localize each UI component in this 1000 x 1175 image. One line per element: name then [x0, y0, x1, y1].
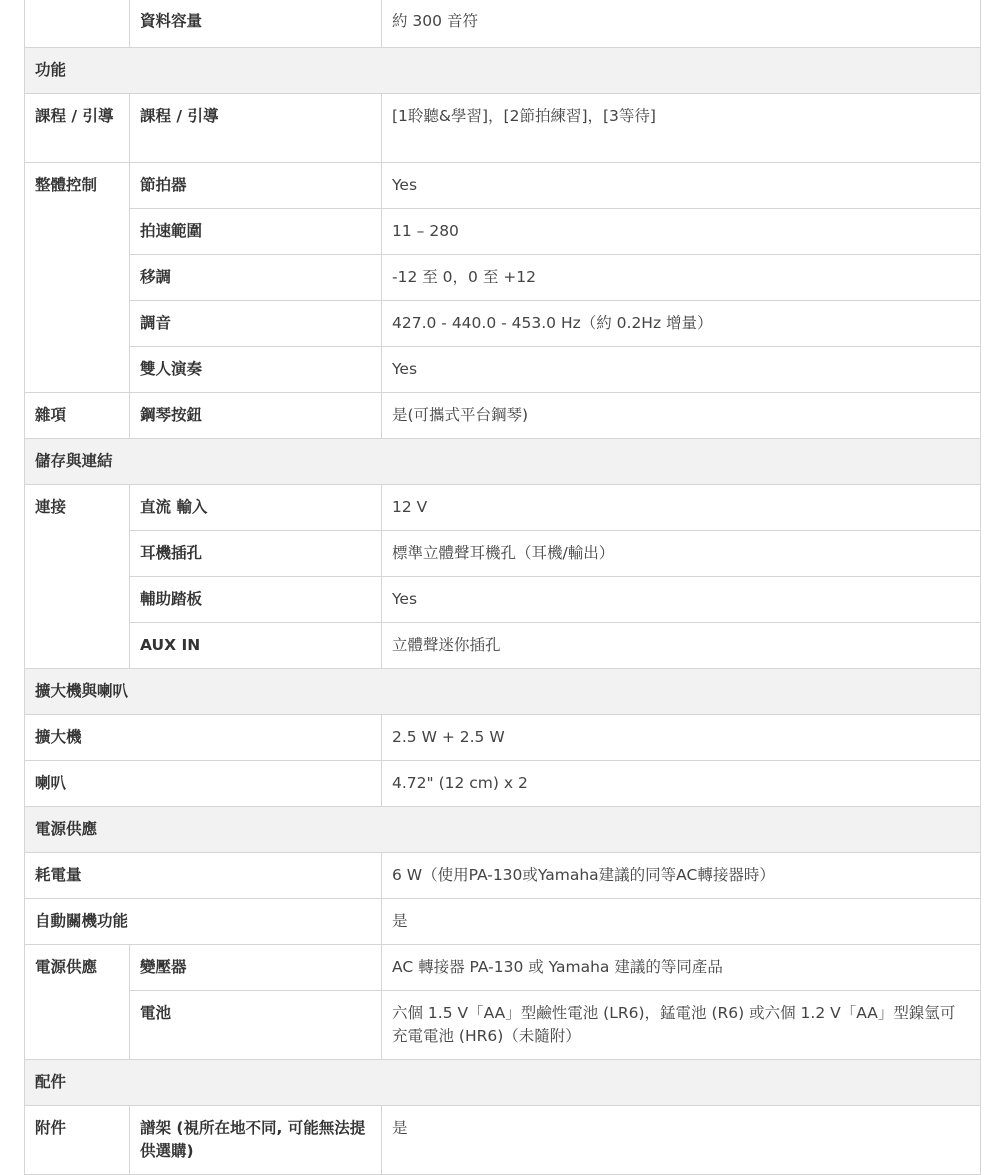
spec-label: 電池: [130, 991, 382, 1060]
spec-label: 節拍器: [130, 163, 382, 209]
category-label: 雜項: [25, 393, 130, 439]
spec-value: 6 W（使用PA-130或Yamaha建議的同等AC轉接器時）: [382, 853, 981, 899]
spec-label: 鋼琴按鈕: [130, 393, 382, 439]
table-row: [25, 899, 981, 945]
spec-value: 2.5 W + 2.5 W: [382, 715, 981, 761]
table-row: [25, 347, 981, 393]
table-row: [25, 255, 981, 301]
spec-table: [24, 0, 981, 1175]
spec-value: 12 V: [382, 485, 981, 531]
section-title: 電源供應: [25, 807, 981, 853]
spec-label: 變壓器: [130, 945, 382, 991]
section-title: 功能: [25, 48, 981, 94]
table-row: [25, 163, 981, 209]
spec-value: 4.72" (12 cm) x 2: [382, 761, 981, 807]
spec-label: 直流 輸入: [130, 485, 382, 531]
section-title: 儲存與連結: [25, 439, 981, 485]
table-row: [25, 761, 981, 807]
category-label: 擴大機: [25, 715, 382, 761]
spec-value: 六個 1.5 V「AA」型鹼性電池 (LR6)，錳電池 (R6) 或六個 1.2 V「AA」型鎳氫可充電電池 (HR6)（未隨附）: [382, 991, 981, 1060]
table-row: [25, 623, 981, 669]
table-row: [25, 301, 981, 347]
section-header-row: [25, 807, 981, 853]
spec-value: -12 至 0，0 至 +12: [382, 255, 981, 301]
spec-value: 約 300 音符: [382, 0, 981, 48]
spec-label: 耳機插孔: [130, 531, 382, 577]
spec-value: 11 – 280: [382, 209, 981, 255]
spec-value: 標準立體聲耳機孔（耳機/輸出）: [382, 531, 981, 577]
table-row: [25, 945, 981, 991]
spec-value: Yes: [382, 163, 981, 209]
spec-label: 拍速範圍: [130, 209, 382, 255]
spec-label: 資料容量: [130, 0, 382, 48]
section-title: 配件: [25, 1060, 981, 1106]
category-label: 電源供應: [25, 945, 130, 1060]
table-row: [25, 209, 981, 255]
table-row: [25, 531, 981, 577]
table-row: [25, 715, 981, 761]
table-row: [25, 853, 981, 899]
spec-value: 是: [382, 1106, 981, 1175]
spec-value: AC 轉接器 PA-130 或 Yamaha 建議的等同產品: [382, 945, 981, 991]
spec-label: 課程 / 引導: [130, 94, 382, 163]
spec-value: 立體聲迷你插孔: [382, 623, 981, 669]
table-cell: [25, 0, 130, 48]
spec-label: 輔助踏板: [130, 577, 382, 623]
table-row: [25, 94, 981, 163]
category-label: 連接: [25, 485, 130, 669]
category-label: 耗電量: [25, 853, 382, 899]
table-row: [25, 393, 981, 439]
spec-value: 是(可攜式平台鋼琴): [382, 393, 981, 439]
spec-label: 調音: [130, 301, 382, 347]
category-label: 附件: [25, 1106, 130, 1175]
spec-label: 雙人演奏: [130, 347, 382, 393]
category-label: 課程 / 引導: [25, 94, 130, 163]
table-row: [25, 577, 981, 623]
category-label: 自動關機功能: [25, 899, 382, 945]
section-header-row: [25, 669, 981, 715]
spec-label: AUX IN: [130, 623, 382, 669]
spec-value: [1聆聽&學習]，[2節拍練習]，[3等待]: [382, 94, 981, 163]
section-title: 擴大機與喇叭: [25, 669, 981, 715]
section-header-row: [25, 439, 981, 485]
table-row: [25, 1106, 981, 1175]
spec-label: 移調: [130, 255, 382, 301]
table-row: [25, 485, 981, 531]
table-row: [25, 991, 981, 1060]
spec-value: Yes: [382, 577, 981, 623]
spec-value: Yes: [382, 347, 981, 393]
spec-value: 427.0 - 440.0 - 453.0 Hz（約 0.2Hz 增量）: [382, 301, 981, 347]
section-header-row: [25, 1060, 981, 1106]
category-label: 喇叭: [25, 761, 382, 807]
section-header-row: [25, 48, 981, 94]
category-label: 整體控制: [25, 163, 130, 393]
spec-value: 是: [382, 899, 981, 945]
spec-label: 譜架 (視所在地不同, 可能無法提供選購): [130, 1106, 382, 1175]
table-row: [25, 0, 981, 48]
